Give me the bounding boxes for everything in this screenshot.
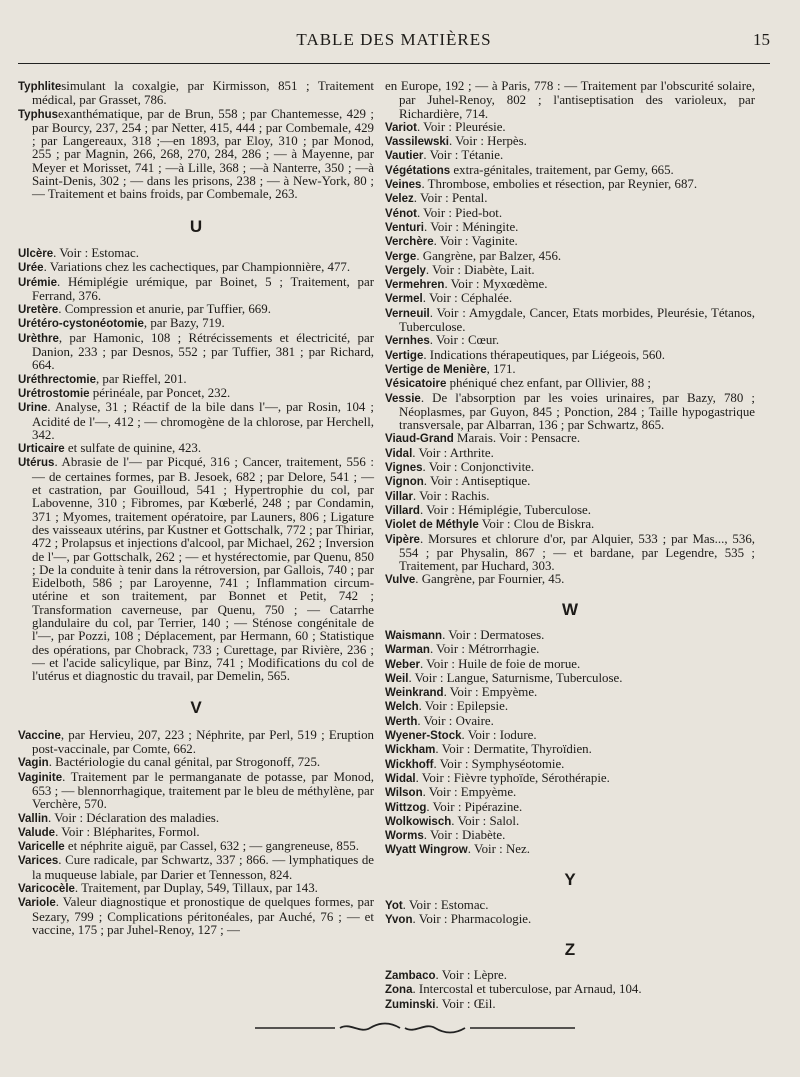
index-entry <box>385 447 755 461</box>
entry-heading: Welch <box>385 701 419 714</box>
entry-heading: Widal <box>385 772 416 785</box>
entry-heading: Zona <box>385 984 413 997</box>
entry-heading: Weber <box>385 658 420 671</box>
index-entry <box>385 235 755 249</box>
entry-text: extra-génitales, traitement, par Gemy, 665. <box>450 162 674 177</box>
entry-heading: Varices <box>18 855 59 868</box>
entry-heading: Werth <box>385 715 418 728</box>
section-letter: Z <box>564 939 576 959</box>
section-letter: V <box>190 698 202 718</box>
index-entry <box>385 758 755 772</box>
entry-heading: Villar <box>385 490 413 503</box>
entry-text: . Voir : Arthrite. <box>412 445 494 460</box>
entry-text: . Voir : Méningite. <box>423 219 519 234</box>
index-entry <box>385 178 755 192</box>
index-entry <box>18 882 374 896</box>
entry-heading: Yot <box>385 900 403 913</box>
entry-text: exanthématique, par de Brun, 558 ; par Chantemesse, 429 ; par Bourcy, 237, 254 ; par Netter, 415, 444 ; par Combemale, 429 ; par Langereaux, 318 ;—en 1893, par Eloy, 310 ; par Monod, 255 ; par Magnin, 266, 268, 270, 284, 286 ; — à Mayenne, par Meyer et Morisset, 741 ; —à Lille, 368 ; —à Nanterre, 350 ; —à Saint-Denis, 302 ; — dans les prisons, 238 ; — à New-York, 80 ; — Traitement et bains froids, par Combemale, 263. <box>32 106 374 202</box>
entry-text: . Voir : Pharmacologie. <box>412 912 532 927</box>
entry-heading: Vallin <box>18 812 49 825</box>
entry-heading: Vignon <box>385 476 424 489</box>
index-entry <box>18 401 374 442</box>
entry-heading: Vermel <box>385 293 423 306</box>
index-entry <box>18 756 374 770</box>
index-entry <box>385 658 755 672</box>
entry-heading: Urée <box>18 262 44 275</box>
entry-text: . Hémiplégie urémique, par Boinet, 5 ; Traitement, par Ferrand, 376. <box>32 274 374 303</box>
index-entry <box>18 261 374 275</box>
entry-text: . Bactériologie du canal génital, par Strogonoff, 725. <box>48 755 321 770</box>
entry-text: . Cure radicale, par Schwartz, 337 ; 866. — lymphatiques de la muqueuse labiale, par Darier et Tennesson, 824. <box>32 853 374 882</box>
entry-text: . Voir : Déclaration des maladies. <box>48 810 220 825</box>
entry-heading: Végétations <box>385 164 451 177</box>
entry-heading: Wyener-Stock <box>385 730 462 743</box>
index-entry <box>18 108 374 202</box>
entry-text: . Thrombose, embolies et résection, par Reynier, 687. <box>421 177 698 192</box>
entry-text: . Analyse, 31 ; Réactif de la bile dans l'—, par Rosin, 104 ; Acidité de l'—, 412 ; — chromogène de la chlorose, par Herchell, 342. <box>32 400 374 442</box>
index-entry <box>385 686 755 700</box>
entry-text: . Voir : Vaginite. <box>433 234 518 249</box>
entry-heading: Waismann <box>385 629 443 642</box>
entry-text: . Voir : Amygdale, Cancer, Etats morbides, Pleurésie, Tétanos, Tuberculose. <box>399 305 755 335</box>
entry-text: . Voir : Ovaire. <box>417 713 494 728</box>
index-entry <box>18 442 374 456</box>
entry-text: . Traitement par le permanganate de potasse, par Monod, 653 ; — blennorrhagique, traitement par le bleu de méthylène, par Verchère, 570. <box>32 769 374 812</box>
index-entry <box>385 573 755 587</box>
index-entry <box>385 278 755 292</box>
index-entry <box>385 518 755 532</box>
right-column <box>385 80 755 1012</box>
entry-text: . Voir : Conjonctivite. <box>422 460 535 475</box>
index-entry <box>18 317 374 331</box>
ornament-divider <box>255 1020 575 1036</box>
entry-text: . Voir : Diabète. <box>423 828 506 843</box>
entry-text: . Voir : Langue, Saturnisme, Tuberculose. <box>408 670 623 685</box>
index-entry <box>385 121 755 135</box>
index-entry <box>18 840 374 854</box>
index-entry <box>385 250 755 264</box>
entry-heading: Venturi <box>385 221 424 234</box>
entry-heading: Wilson <box>385 787 423 800</box>
section-letter: Y <box>564 869 576 889</box>
entry-text: . Voir : Huile de foie de morue. <box>419 656 581 671</box>
section-letter: U <box>189 216 203 236</box>
entry-text: . Voir : Diabète, Lait. <box>425 262 535 277</box>
index-entry <box>385 772 755 786</box>
index-entry <box>385 899 755 913</box>
entry-heading: Vassilewski <box>385 136 449 149</box>
entry-heading: Villard <box>385 504 420 517</box>
entry-text: phéniqué chez enfant, par Ollivier, 88 ; <box>446 376 651 391</box>
entry-text: . Valeur diagnostique et pronostique de quelques formes, par Sezary, 799 ; Complications péritonéales, par Auché, 76 ; — et vaccine, 175 ; par Juhel-Renoy, 127 ; — <box>32 895 374 937</box>
index-entry <box>385 377 755 391</box>
entry-text: . Voir : Empyème. <box>422 785 517 800</box>
entry-text: . Voir : Symphyséotomie. <box>433 756 565 771</box>
entry-heading: Viaud-Grand <box>385 433 454 446</box>
index-entry <box>385 363 755 377</box>
entry-text: . Voir : Estomac. <box>402 898 489 913</box>
entry-heading: Vénot <box>385 207 417 220</box>
entry-heading: Vulve <box>385 574 416 587</box>
index-entry <box>385 80 755 121</box>
entry-heading: Varicelle <box>18 841 65 854</box>
index-entry <box>18 332 374 373</box>
index-entry <box>385 392 755 433</box>
entry-heading: Urétéro-cystonéotomie <box>18 318 144 331</box>
index-entry <box>385 729 755 743</box>
entry-text: , par Rieffel, 201. <box>95 371 187 386</box>
entry-text: en Europe, 192 ; — à Paris, 778 : — Traitement par l'obscurité solaire, par Juhel-Renoy, 802 ; l'antiseptisation des varioleux, par Richardière, 714. <box>385 79 755 121</box>
entry-text: . Indications thérapeutiques, par Liégeois, 560. <box>423 347 665 362</box>
entry-heading: Urémie <box>18 276 57 289</box>
index-entry <box>18 812 374 826</box>
entry-text: . Variations chez les cachectiques, par Championnière, 477. <box>43 260 351 275</box>
entry-text: . Abrasie de l'— par Picqué, 316 ; Cancer, traitement, 556 : — de certaines formes, par B. Jesoek, 682 ; par Delore, 541 ; — et castration, par Gouilloud, 541 ; Hypertrophie du col, par Labovenne, 310 ; Fibromes, par Kœberlé, 248 ; par Condamin, 371 ; Myomes, traitement opératoire, par Launers, 806 ; Ligature des vaisseaux utérins, par Kustner et Gottschalk, 772 ; par Thiriar, 472 ; Prolapsus et injections d'alcool, par Michael, 262 ; Inversion de l'—, par Gottschalk, 262 ; — et hystérectomie, par Quenu, 850 ; De la conduite à tenir dans la rétroversion, par Gallois, 740 ; par Eidelboth, 586 ; par Laroyenne, 741 ; Inflammation circum-utérine et son traitement, par Bonnet et Petit, 742 ; Transformation caverneuse, par Quenu, 750 ; — Catarrhe glandulaire du col, par Terrier, 140 ; — Sténose congénitale de l'—, par Pozzi, 108 ; Déplacement, par Hermann, 60 ; Statistique des opérations, par Chobrack, 733 ; Curettage, par Rivière, 236 ; — et l'acide salicylique, par Binz, 741 ; Modifications du col de l'utérus et diagnostic du travail, par Demelin, 565. <box>32 455 374 684</box>
entry-text: , par Hamonic, 108 ; Rétrécissements et électricité, par Danion, 233 ; par Desnos, 552 ; par Tuffier, 381 ; par Richard, 664. <box>32 330 374 373</box>
index-entry <box>18 80 374 108</box>
entry-heading: Varicocèle <box>18 883 75 896</box>
entry-heading: Vaginite <box>18 771 63 784</box>
entry-heading: Vagin <box>18 757 49 770</box>
index-entry <box>385 461 755 475</box>
index-entry <box>385 349 755 363</box>
entry-heading: Warman <box>385 644 430 657</box>
entry-heading: Vernhes <box>385 335 430 348</box>
entry-heading: Vermehren <box>385 279 445 292</box>
entry-text: . Voir : Nez. <box>467 842 530 857</box>
index-entry <box>385 829 755 843</box>
index-entry <box>385 135 755 149</box>
entry-text: . Voir : Antiseptique. <box>423 474 531 489</box>
entry-text: . Voir : Salol. <box>451 813 520 828</box>
index-entry <box>385 475 755 489</box>
entry-heading: Vidal <box>385 447 413 460</box>
entry-heading: Uretère <box>18 304 59 317</box>
page-title: TABLE DES MATIÈRES <box>296 30 492 49</box>
index-entry <box>385 913 755 927</box>
entry-text: . Voir : Epilepsie. <box>418 699 509 714</box>
entry-text: . Gangrène, par Balzer, 456. <box>416 248 562 263</box>
entry-heading: Velez <box>385 193 414 206</box>
index-entry <box>385 743 755 757</box>
index-entry <box>385 334 755 348</box>
entry-heading: Urticaire <box>18 443 65 456</box>
index-entry <box>18 387 374 401</box>
section-letter: W <box>561 599 579 619</box>
index-entry <box>18 771 374 812</box>
entry-text: . Voir : Dermatoses. <box>442 627 545 642</box>
entry-heading: Zuminski <box>385 998 436 1011</box>
index-entry <box>385 643 755 657</box>
index-entry <box>385 264 755 278</box>
entry-text: . Voir : Œil. <box>435 996 496 1011</box>
entry-heading: Vignes <box>385 462 423 475</box>
index-entry <box>385 432 755 446</box>
entry-text: . Voir : Empyème. <box>443 685 538 700</box>
index-entry <box>18 247 374 261</box>
entry-text: . Voir : Cœur. <box>429 333 500 348</box>
entry-text: . Voir : Iodure. <box>461 728 537 743</box>
index-entry <box>385 490 755 504</box>
entry-heading: Yvon <box>385 914 413 927</box>
page-header <box>18 30 770 54</box>
entry-text: . Voir : Fièvre typhoïde, Sérothérapie. <box>415 770 610 785</box>
entry-heading: Uréthrectomie <box>18 373 96 386</box>
index-entry <box>18 373 374 387</box>
entry-text: , par Hervieu, 207, 223 ; Néphrite, par Perl, 519 ; Eruption post-vaccinale, par Comte, 662. <box>32 727 374 757</box>
entry-text: . Voir : Lèpre. <box>435 967 507 982</box>
entry-heading: Zambaco <box>385 969 436 982</box>
entry-text: . Voir : Dermatite, Thyroïdien. <box>435 742 592 757</box>
entry-heading: Typhlite <box>18 81 62 93</box>
index-entry <box>385 307 755 335</box>
entry-text: . Voir : Pleurésie. <box>416 119 506 134</box>
entry-heading: Variot <box>385 121 417 134</box>
entry-heading: Verchère <box>385 236 434 249</box>
entry-heading: Violet de Méthyle <box>385 519 479 532</box>
index-entry <box>385 998 755 1012</box>
entry-text: . Voir : Herpès. <box>448 134 527 149</box>
index-entry <box>385 504 755 518</box>
entry-text: . Voir : Hémiplégie, Tuberculose. <box>419 502 591 517</box>
index-entry <box>385 533 755 574</box>
entry-heading: Verneuil <box>385 307 430 320</box>
entry-text: et néphrite aiguë, par Cassel, 632 ; — gangreneuse, 855. <box>64 839 359 854</box>
entry-text: . Traitement, par Duplay, 549, Tillaux, par 143. <box>74 881 318 896</box>
entry-text: . Voir : Tétanie. <box>423 148 504 163</box>
index-entry <box>385 672 755 686</box>
index-entry <box>385 843 755 857</box>
index-entry <box>385 221 755 235</box>
entry-heading: Vertige de Menière <box>385 363 487 376</box>
entry-text: . Voir : Blépharites, Formol. <box>55 824 200 839</box>
left-column <box>18 80 374 937</box>
entry-heading: Veines <box>385 179 422 192</box>
entry-text: Voir : Clou de Biskra. <box>478 517 595 532</box>
index-entry <box>18 854 374 882</box>
entry-text: simulant la coxalgie, par Kirmisson, 851 ; Traitement médical, par Grasset, 786. <box>32 79 374 108</box>
entry-text: . Voir : Estomac. <box>53 245 139 260</box>
index-entry <box>18 276 374 304</box>
entry-text: Marais. Voir : Pensacre. <box>453 431 581 446</box>
index-entry <box>18 303 374 317</box>
entry-heading: Urétrostomie <box>18 387 90 400</box>
entry-text: . Voir : Rachis. <box>412 488 490 503</box>
index-entry <box>385 700 755 714</box>
entry-text: . Intercostal et tuberculose, par Arnaud, 104. <box>412 982 642 997</box>
entry-heading: Weil <box>385 672 409 685</box>
index-entry <box>385 969 755 983</box>
entry-heading: Vergely <box>385 264 426 277</box>
index-entry <box>385 149 755 163</box>
index-entry <box>385 292 755 306</box>
entry-text: . Morsures et chlorure d'or, par Alquier, 533 ; par Mas..., 536, 554 ; par Physalin, 867 ; — et bardane, par Legendre, 535 ; Traitement, par Huchard, 303. <box>399 531 755 574</box>
entry-text: . Voir : Métrorrhagie. <box>429 642 540 657</box>
entry-heading: Valude <box>18 826 56 839</box>
entry-heading: Vipère <box>385 533 420 546</box>
entry-text: . Voir : Pipérazine. <box>426 799 523 814</box>
entry-heading: Utérus <box>18 457 55 470</box>
index-entry <box>385 983 755 997</box>
entry-heading: Variole <box>18 897 56 910</box>
entry-text: périnéale, par Poncet, 232. <box>89 385 231 400</box>
entry-heading: Urine <box>18 402 48 415</box>
index-entry <box>385 164 755 178</box>
page-number: 15 <box>753 30 770 49</box>
entry-text: , par Bazy, 719. <box>143 316 225 331</box>
entry-text: . Voir : Myxœdème. <box>444 277 548 292</box>
entry-text: , 171. <box>486 361 516 376</box>
index-entry <box>18 729 374 757</box>
entry-heading: Vésicatoire <box>385 378 447 391</box>
index-entry <box>18 826 374 840</box>
index-entry <box>18 896 374 937</box>
entry-text: . Compression et anurie, par Tuffier, 669. <box>58 302 271 317</box>
entry-heading: Wickham <box>385 744 436 757</box>
index-entry <box>385 715 755 729</box>
entry-heading: Worms <box>385 830 424 843</box>
entry-text: et sulfate de quinine, 423. <box>64 441 202 456</box>
header-rule <box>18 63 770 64</box>
entry-heading: Vautier <box>385 150 424 163</box>
entry-text: . Voir : Pental. <box>413 191 488 206</box>
entry-heading: Vessie <box>385 392 421 405</box>
entry-heading: Verge <box>385 250 417 263</box>
entry-text: . Gangrène, par Fournier, 45. <box>415 572 565 587</box>
index-entry <box>18 456 374 683</box>
entry-text: . Voir : Céphalée. <box>422 291 513 306</box>
index-entry <box>385 207 755 221</box>
entry-heading: Urèthre <box>18 332 59 345</box>
entry-heading: Wyatt Wingrow <box>385 844 468 857</box>
index-entry <box>385 815 755 829</box>
entry-heading: Wittzog <box>385 801 427 814</box>
entry-text: . Voir : Pied-bot. <box>416 205 503 220</box>
entry-text: . De l'absorption par les voies urinaires, par Bazy, 780 ; Néoplasmes, par Guyon, 845 ; Ponction, 284 ; Taille hypogastrique transversale, par Albarran, 136 ; par Schwartz, 865. <box>399 390 755 433</box>
entry-heading: Ulcère <box>18 247 54 260</box>
index-entry <box>385 629 755 643</box>
entry-heading: Typhus <box>18 108 59 121</box>
index-entry <box>385 801 755 815</box>
index-entry <box>385 786 755 800</box>
index-entry <box>385 192 755 206</box>
entry-heading: Wolkowisch <box>385 815 452 828</box>
entry-heading: Wickhoff <box>385 758 434 771</box>
entry-heading: Vaccine <box>18 729 61 742</box>
entry-heading: Vertige <box>385 349 424 362</box>
entry-heading: Weinkrand <box>385 687 444 700</box>
